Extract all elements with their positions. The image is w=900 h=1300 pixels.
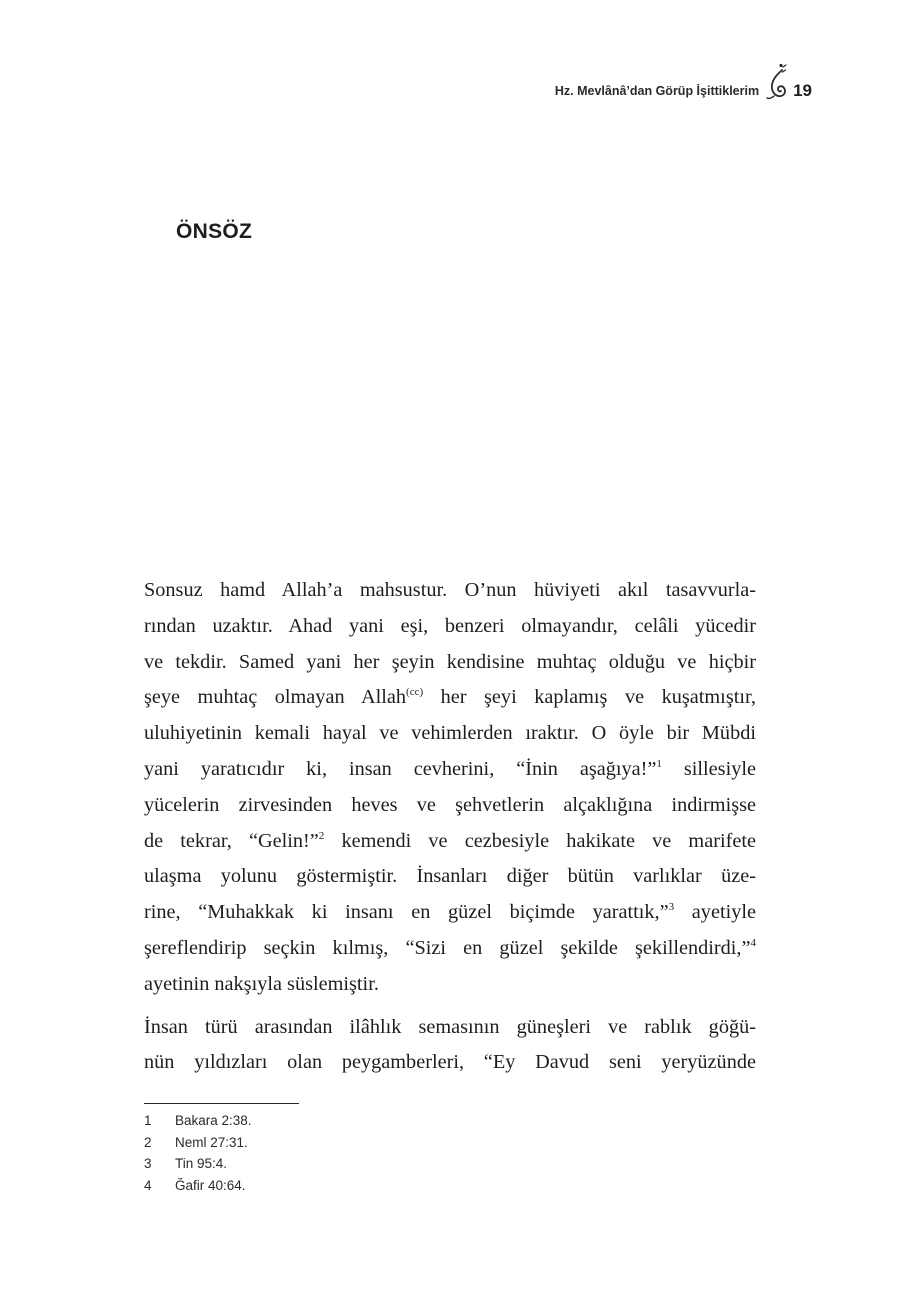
text-line [144,680,756,716]
text-line: nün yıldızları olan peygamberleri, “Ey Davud seni yeryüzünde [144,1051,756,1074]
text-line: yücelerin zirvesinden heves ve şehvetlerin alçaklığına indirmişse [144,793,756,816]
text-segment: yani yaratıcıdır ki, insan cevherini, “İnin aşağıya!” [144,757,657,780]
honorific-superscript: (cc) [406,686,424,699]
text-line [144,824,756,860]
page-number: 19 [793,81,812,100]
footnote-item [144,1175,252,1197]
footnotes-list [144,1110,252,1196]
text-segment: şereflendirip seçkin kılmış, “Sizi en güzel şekilde şekillendirdi,” [144,936,751,959]
footnote-item [144,1110,252,1132]
text-line: uluhiyetinin kemali hayal ve vehimlerden ıraktır. O öyle bir Mübdi [144,722,756,745]
running-header [555,62,812,102]
footnote-divider [144,1103,299,1104]
text-segment: rine, “Muhakkak ki insanı en güzel biçimde yarattık,” [144,901,669,924]
footnote-text: Tin 95:4. [175,1156,228,1171]
text-segment: şeye muhtaç olmayan Allah [144,686,407,709]
chapter-title: ÖNSÖZ [176,220,253,243]
text-segment: kemendi ve cezbesiyle hakikate ve marifete [324,829,756,852]
footnote-number: 4 [144,1177,152,1193]
footnote-ref-4: 4 [750,937,756,950]
text-line: Sonsuz hamd Allah’a mahsustur. O’nun hüviyeti akıl tasavvurla- [144,579,756,601]
text-segment: her şeyi kaplamış ve kuşatmıştır, [423,686,756,709]
text-line: ulaşma yolunu göstermiştir. İnsanları diğer bütün varlıklar üze- [144,865,756,888]
body-text [144,573,756,1081]
footnote-text: Bakara 2:38. [175,1113,252,1128]
footnote-ref-3: 3 [668,901,675,914]
text-segment: de tekrar, “Gelin!” [144,829,319,852]
paragraph-2 [144,1010,756,1082]
running-title: Hz. Mevlânâ’dan Görüp İşittiklerim [554,84,760,98]
footnote-number: 3 [144,1156,152,1171]
text-line: ayetinin nakşıyla süslemiştir. [144,972,379,995]
footnote-item [144,1132,252,1154]
footnote-number: 2 [144,1134,152,1150]
text-line: ve tekdir. Samed yani her şeyin kendisine muhtaç olduğu ve hiçbir [144,650,756,673]
footnote-ref-1: 1 [656,758,662,771]
paragraph-1 [144,573,756,1003]
text-line [144,931,756,967]
text-line: rından uzaktır. Ahad yani eşi, benzeri olmayandır, celâli yücedir [144,614,756,637]
text-line [144,895,756,931]
text-segment: ayetiyle [674,901,756,924]
footnote-text: Ğafir 40:64. [175,1177,246,1193]
footnote-ref-2: 2 [318,829,325,842]
text-segment: sillesiyle [661,757,756,780]
calligraphic-ornament-icon [763,62,789,102]
footnote-item [144,1153,252,1175]
footnote-text: Neml 27:31. [175,1134,248,1150]
text-line [144,752,756,788]
footnote-number: 1 [144,1113,152,1128]
text-line: İnsan türü arasından ilâhlık semasının güneşleri ve rablık göğü- [144,1015,756,1038]
